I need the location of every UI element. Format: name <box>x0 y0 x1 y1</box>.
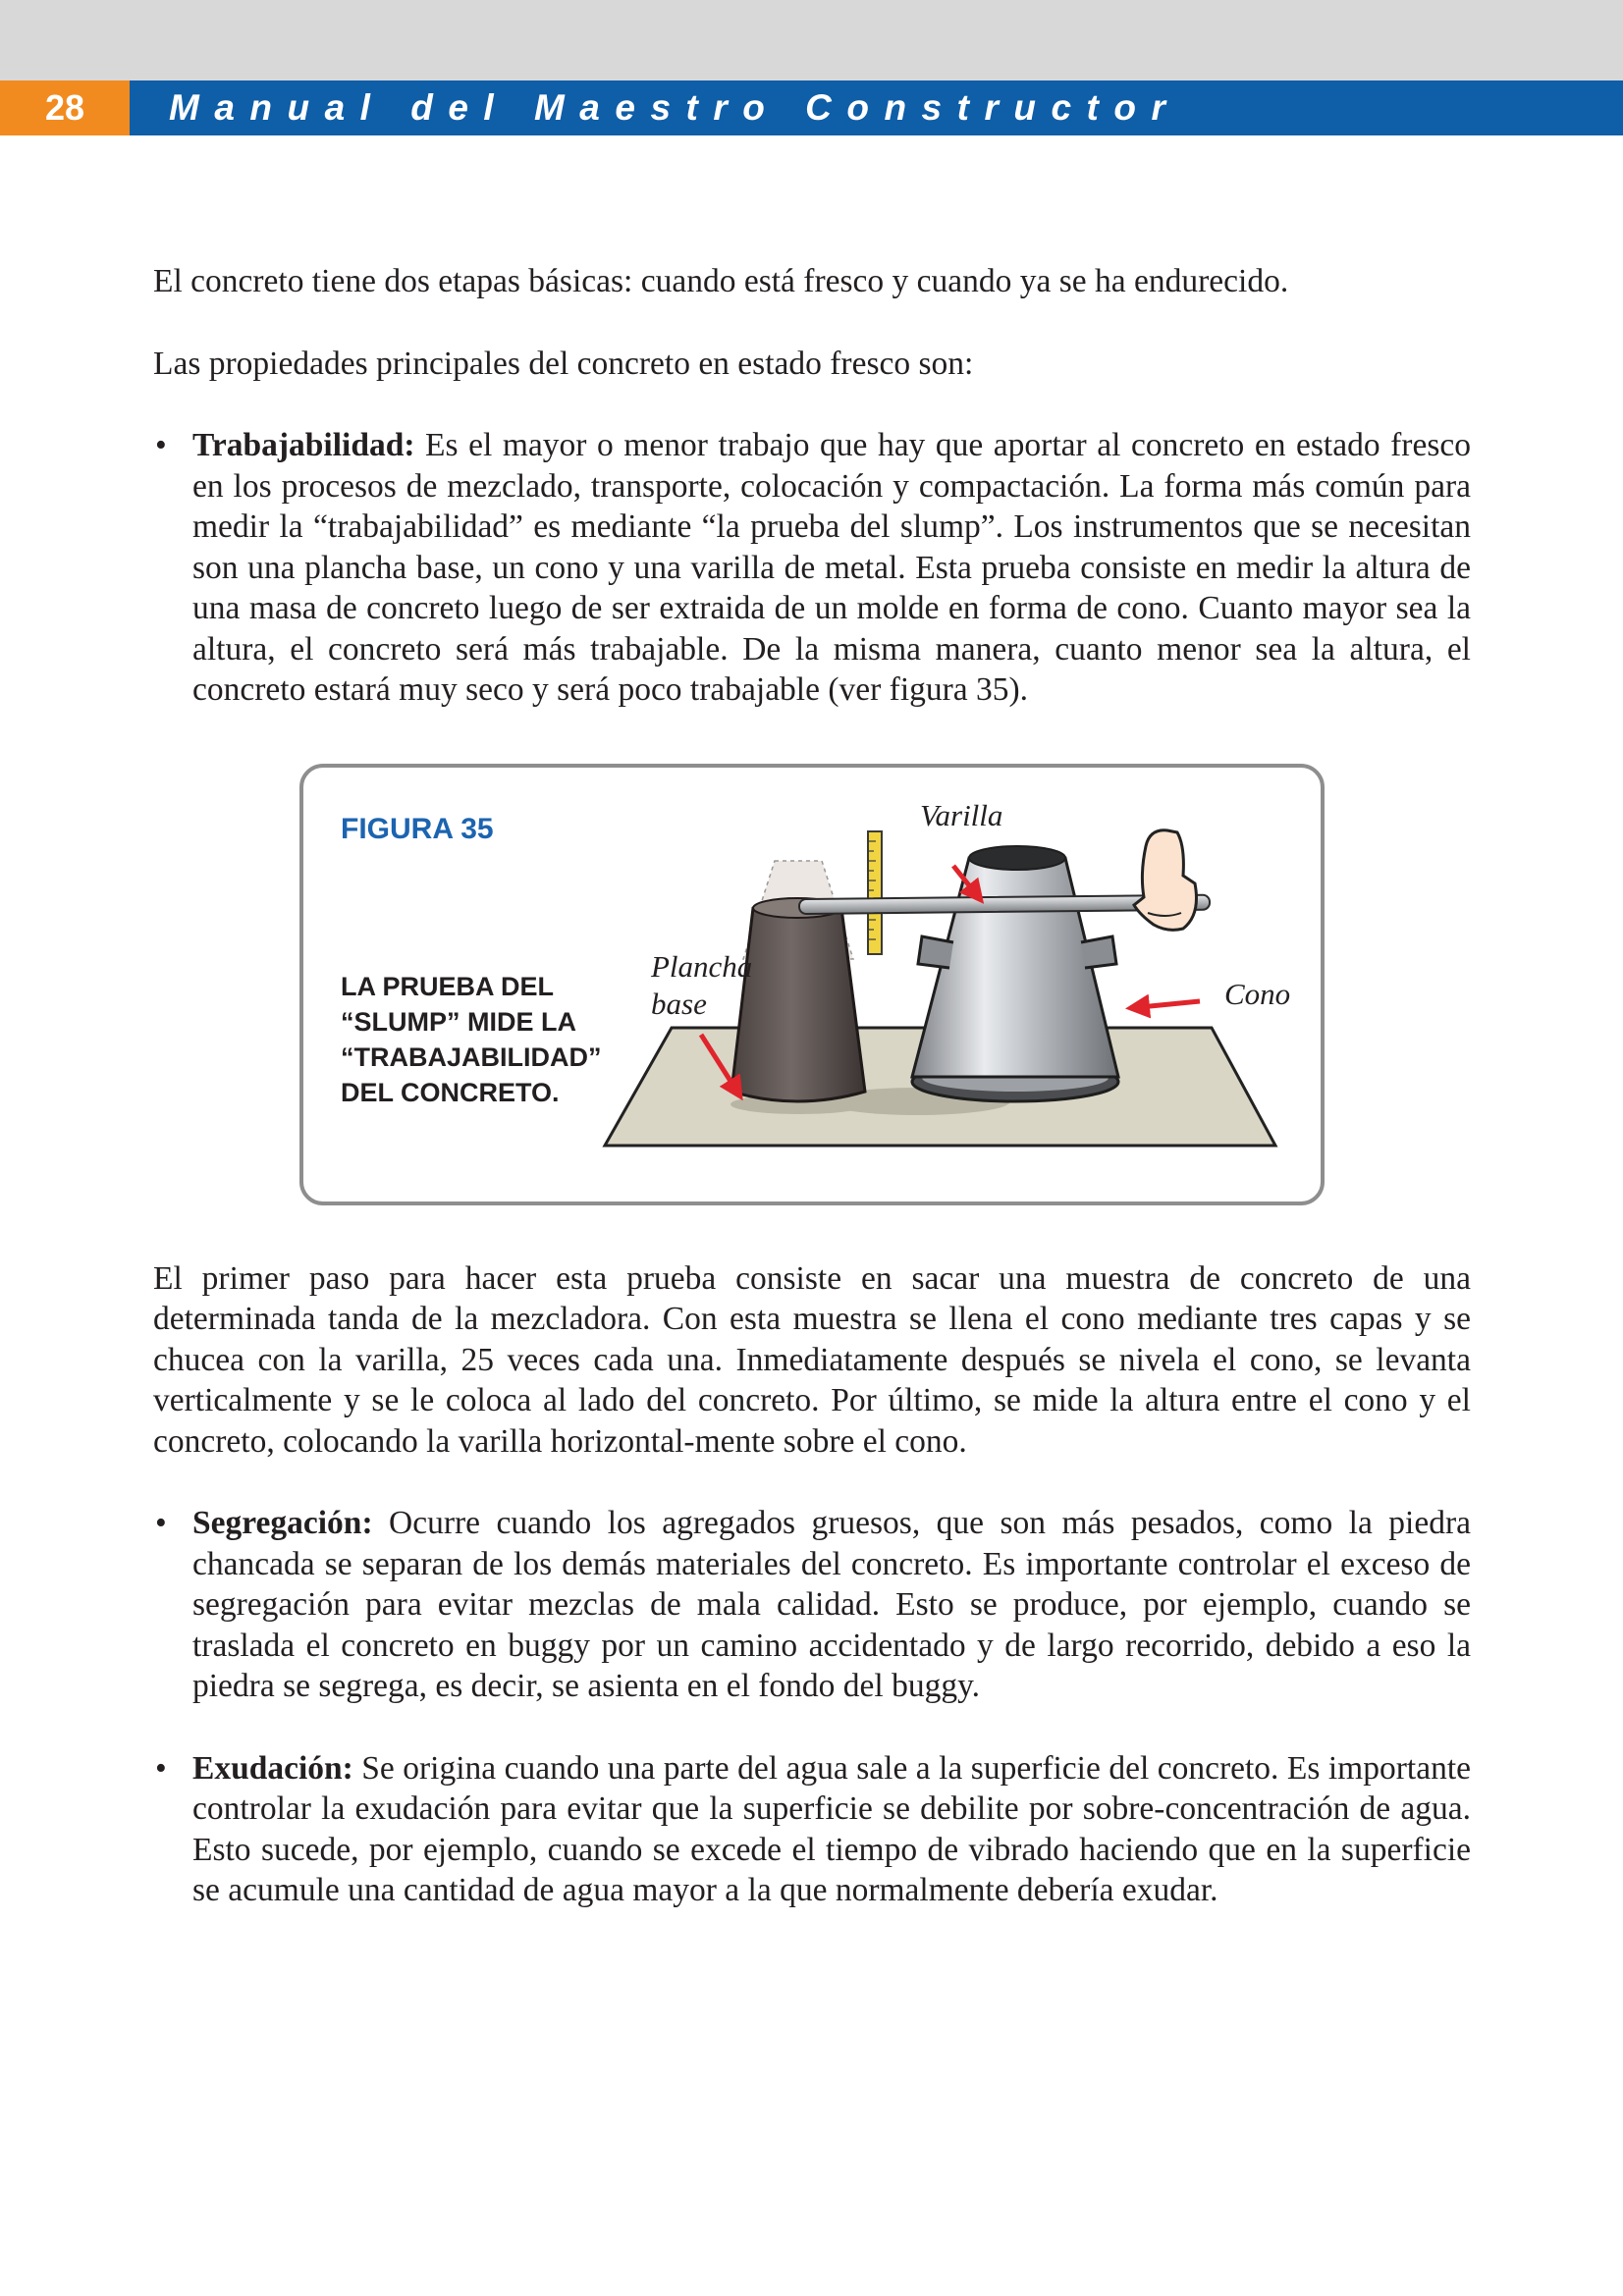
procedure-paragraph: El primer paso para hacer esta prueba consiste en sacar una muestra de concreto de una determinada tanda de la mezcladora. Con esta muestra se llena el cono mediante tres capas y se chucea con la varilla, 25 veces cada una. Inmediatamente después se nivela el cono, se levanta verticalmente y se le coloca al lado del concreto. Por último, se mide la altura entre el cono y el concreto, colocando la varilla horizontal-mente sobre el cono. <box>153 1259 1471 1460</box>
bullet-term: Exudación: <box>192 1749 353 1787</box>
page-number: 28 <box>0 80 130 135</box>
arrow-cono <box>1130 1001 1200 1008</box>
label-varilla: Varilla <box>920 797 1003 832</box>
intro-paragraph-2: Las propiedades principales del concreto en estado fresco son: <box>153 345 974 382</box>
figure-title: FIGURA 35 <box>341 812 494 845</box>
bullet-exudacion <box>153 1748 1471 1911</box>
cone-handle-left <box>918 936 953 968</box>
intro-paragraph-1: El concreto tiene dos etapas básicas: cuando está fresco y cuando ya se ha endurecido. <box>153 263 1289 299</box>
top-band <box>0 0 1623 80</box>
page-header <box>0 80 1623 135</box>
bullet-dot: • <box>155 1505 167 1541</box>
figure-caption: LA PRUEBA DEL “SLUMP” MIDE LA “TRABAJABILIDAD” DEL CONCRETO. <box>341 971 602 1107</box>
label-plancha-base: Plancha base <box>651 948 753 1021</box>
bullet-dot: • <box>155 1749 167 1787</box>
bullet-trabajabilidad <box>153 425 1471 711</box>
figure-35 <box>299 764 1325 1205</box>
bullet-text: Ocurre cuando los agregados gruesos, que son más pesados, como la piedra chancada se separan de los demás materiales del concreto. Es importante controlar el exceso de segregación para evitar mezclas de mala calidad. Esto se produce, por ejemplo, cuando se traslada el concreto en buggy por un camino accidentado y de largo recorrido, debido a eso la piedra se segrega, es decir, se asienta en el fondo del buggy. <box>192 1505 1471 1704</box>
measuring-ruler <box>868 831 882 954</box>
bullet-text: Es el mayor o menor trabajo que hay que aportar al concreto en estado fresco en los procesos de mezclado, transporte, colocación y compactación. La forma más común para medir la “trabajabilidad” es mediante “la prueba del slump”. Los instrumentos que se necesitan son una plancha base, un cono y una varilla de metal. Esta prueba consiste en medir la altura de una masa de concreto luego de ser extraida de un molde en forma de cono. Cuanto mayor sea la altura, el concreto será más trabajable. De la misma manera, cuanto menor sea la altura, el concreto estará muy seco y será poco trabajable (ver figura 35). <box>192 427 1471 708</box>
slump-test-illustration <box>303 768 1321 1201</box>
bullet-segregacion <box>153 1503 1471 1707</box>
book-title: Manual del Maestro Constructor <box>169 87 1181 128</box>
bullet-dot: • <box>155 427 167 463</box>
page-content <box>153 261 1471 1911</box>
bullet-text: Se origina cuando una parte del agua sale a la superficie del concreto. Es importante controlar la exudación para evitar que la superficie se debilite por sobre-concentración de agua. Esto sucede, por ejemplo, cuando se excede el tiempo de vibrado haciendo que en la superficie se acumule una cantidad de agua mayor a la que normalmente debería exudar. <box>192 1749 1471 1908</box>
label-cono: Cono <box>1224 976 1291 1011</box>
cone-handle-right <box>1081 936 1116 968</box>
bullet-term: Segregación: <box>192 1505 373 1541</box>
bullet-term: Trabajabilidad: <box>192 427 415 463</box>
